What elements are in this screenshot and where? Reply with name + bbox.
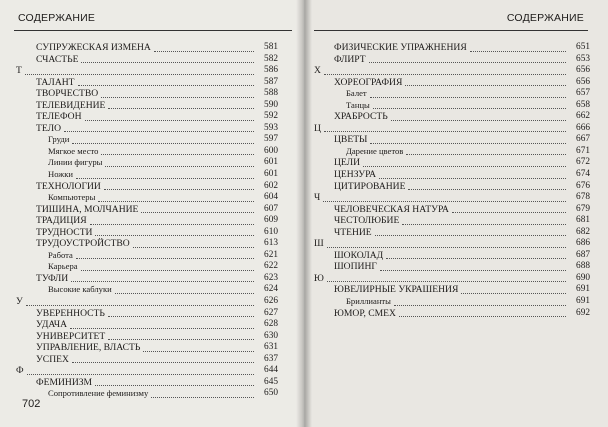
toc-entry-page: 590 xyxy=(264,99,278,110)
toc-entry-title: У xyxy=(16,296,23,308)
toc-entry-title: ЦВЕТЫ xyxy=(334,134,368,146)
toc-entry-page: 657 xyxy=(576,88,590,99)
toc-entry-page: 602 xyxy=(264,180,278,191)
toc-entry xyxy=(314,157,590,169)
toc-entry-title: Ц xyxy=(314,122,321,134)
dot-leader xyxy=(71,280,254,282)
toc-entry xyxy=(314,250,590,262)
toc-entry xyxy=(314,181,590,193)
toc-entry xyxy=(16,54,278,66)
toc-entry xyxy=(16,157,278,169)
dot-leader xyxy=(380,269,566,271)
dot-leader xyxy=(72,142,254,144)
toc-entry-page: 671 xyxy=(576,145,590,156)
toc-entry xyxy=(314,169,590,181)
dot-leader xyxy=(95,234,254,236)
dot-leader xyxy=(26,304,254,306)
toc-entry-title: ЦИТИРОВАНИЕ xyxy=(334,180,406,192)
dot-leader xyxy=(25,73,254,75)
toc-entry-title: Высокие каблуки xyxy=(48,284,112,295)
toc-entry-title: УПРАВЛЕНИЕ, ВЛАСТЬ xyxy=(36,342,141,354)
toc-entry-title: СУПРУЖЕСКАЯ ИЗМЕНА xyxy=(36,42,151,53)
toc-entry-title: Ю xyxy=(314,272,324,284)
toc-entry xyxy=(314,100,590,112)
toc-entry xyxy=(16,331,278,343)
toc-entry xyxy=(314,296,590,308)
toc-entry xyxy=(16,192,278,204)
dot-leader xyxy=(399,315,566,317)
book-gutter xyxy=(296,0,312,427)
dot-leader xyxy=(327,280,566,282)
toc-entry-page: 678 xyxy=(576,192,590,203)
toc-entry-page: 631 xyxy=(264,342,278,353)
toc-entry xyxy=(16,273,278,285)
toc-entry-title: ТРУДОУСТРОЙСТВО xyxy=(36,238,130,250)
toc-entry-page: 691 xyxy=(576,284,590,295)
left-page xyxy=(0,0,302,427)
running-header: СОДЕРЖАНИЕ xyxy=(506,12,584,24)
toc-entry-title: ЮМОР, СМЕХ xyxy=(334,307,396,319)
toc-entry xyxy=(314,227,590,239)
toc-entry xyxy=(16,354,278,366)
toc-entry xyxy=(16,319,278,331)
toc-entry-title: ЮВЕЛИРНЫЕ УКРАШЕНИЯ xyxy=(334,284,459,296)
toc-entry-page: 600 xyxy=(264,145,278,156)
toc-entry-page: 692 xyxy=(576,307,590,318)
toc-entry-page: 627 xyxy=(264,307,278,318)
dot-leader xyxy=(402,223,566,225)
toc-entry-title: ЦЕЛИ xyxy=(334,157,361,169)
right-page xyxy=(302,0,608,427)
toc-entry-page: 621 xyxy=(264,249,278,260)
toc-entry-page: 651 xyxy=(576,42,590,52)
toc-entry-title: ТИШИНА, МОЛЧАНИЕ xyxy=(36,203,139,215)
toc-entry-page: 593 xyxy=(264,122,278,133)
toc-entry-page: 690 xyxy=(576,272,590,283)
toc-entry-page: 666 xyxy=(576,122,590,133)
toc-entry xyxy=(16,215,278,227)
toc-entry-page: 691 xyxy=(576,296,590,307)
dot-leader xyxy=(324,130,566,132)
dot-leader xyxy=(101,96,254,98)
running-header: СОДЕРЖАНИЕ xyxy=(18,12,96,24)
toc-entry-page: 581 xyxy=(264,42,278,52)
toc-entry-page: 592 xyxy=(264,111,278,122)
toc-entry-title: Ф xyxy=(16,365,24,377)
toc-entry xyxy=(16,365,278,377)
toc-entry-page: 582 xyxy=(264,53,278,64)
toc-entry xyxy=(314,134,590,146)
toc-entry-page: 597 xyxy=(264,134,278,145)
toc-entry-page: 586 xyxy=(264,65,278,76)
toc-entry-title: ТЕХНОЛОГИИ xyxy=(36,180,101,192)
toc-entry-page: 601 xyxy=(264,169,278,180)
dot-leader xyxy=(70,327,254,329)
toc-entry-page: 624 xyxy=(264,284,278,295)
dot-leader xyxy=(151,396,254,398)
toc-entry xyxy=(16,123,278,135)
toc-entry xyxy=(16,65,278,77)
toc-entry-title: ТВОРЧЕСТВО xyxy=(36,88,99,100)
toc-entry xyxy=(16,238,278,250)
dot-leader xyxy=(78,84,254,86)
toc-entry-title: ТАЛАНТ xyxy=(36,76,75,88)
toc-entry-page: 609 xyxy=(264,215,278,226)
toc-entry xyxy=(314,65,590,77)
toc-entry-page: 650 xyxy=(264,388,278,399)
toc-entry xyxy=(16,261,278,273)
toc-entry-title: Линии фигуры xyxy=(48,157,103,168)
toc-entry-title: УНИВЕРСИТЕТ xyxy=(36,330,106,342)
dot-leader xyxy=(76,257,254,259)
toc-entry-page: 587 xyxy=(264,76,278,87)
toc-entry xyxy=(16,377,278,389)
toc-entry-title: Ножки xyxy=(48,169,74,180)
toc-entry-title: Дарение цветов xyxy=(346,145,404,156)
toc-entry xyxy=(16,388,278,400)
toc-entry xyxy=(16,181,278,193)
dot-leader xyxy=(154,50,254,52)
toc-entry xyxy=(16,146,278,158)
toc-entry-title: ЧЕСТОЛЮБИЕ xyxy=(334,215,400,227)
toc-entry-page: 626 xyxy=(264,296,278,307)
dot-leader xyxy=(72,361,254,363)
toc-entry xyxy=(16,134,278,146)
toc-entry-page: 645 xyxy=(264,376,278,387)
toc-entry xyxy=(16,42,278,54)
toc-entry-page: 644 xyxy=(264,365,278,376)
toc-entry xyxy=(16,204,278,216)
toc-entry-title: ТЕЛО xyxy=(36,122,62,134)
header-rule xyxy=(314,30,588,31)
toc-entry-title: Груди xyxy=(48,134,70,145)
toc-entry xyxy=(16,284,278,296)
toc-entry-title: СЧАСТЬЕ xyxy=(36,53,79,65)
toc-entry-title: Ч xyxy=(314,192,321,204)
toc-entry-page: 662 xyxy=(576,111,590,122)
dot-leader xyxy=(108,107,254,109)
dot-leader xyxy=(369,61,566,63)
toc-entry xyxy=(314,308,590,320)
dot-leader xyxy=(64,130,254,132)
toc-entry-title: ЧТЕНИЕ xyxy=(334,226,372,238)
header-rule xyxy=(14,30,292,31)
toc-entry-page: 622 xyxy=(264,261,278,272)
toc-entry-title: ФЛИРТ xyxy=(334,53,366,65)
toc-entry xyxy=(314,284,590,296)
dot-leader xyxy=(105,165,254,167)
dot-leader xyxy=(327,246,566,248)
dot-leader xyxy=(85,119,254,121)
dot-leader xyxy=(452,211,566,213)
toc-entry-page: 658 xyxy=(576,99,590,110)
dot-leader xyxy=(104,188,254,190)
toc-entry xyxy=(314,88,590,100)
toc-entry xyxy=(314,238,590,250)
toc-entry-page: 682 xyxy=(576,226,590,237)
dot-leader xyxy=(461,292,566,294)
toc-entry-title: ТЕЛЕФОН xyxy=(36,111,82,123)
toc-entry xyxy=(314,42,590,54)
dot-leader xyxy=(379,177,566,179)
toc-entry xyxy=(16,88,278,100)
dot-leader xyxy=(375,234,566,236)
toc-entry-title: ТЕЛЕВИДЕНИЕ xyxy=(36,99,106,111)
dot-leader xyxy=(373,107,566,109)
toc-entry xyxy=(16,111,278,123)
toc-entry-page: 610 xyxy=(264,226,278,237)
toc-entry-page: 688 xyxy=(576,261,590,272)
toc-entry xyxy=(314,77,590,89)
toc-entry-title: ЦЕНЗУРА xyxy=(334,169,377,181)
dot-leader xyxy=(101,153,254,155)
dot-leader xyxy=(141,211,254,213)
dot-leader xyxy=(115,292,254,294)
dot-leader xyxy=(76,177,254,179)
toc-entry-title: ТУФЛИ xyxy=(36,272,69,284)
toc-entry-title: Балет xyxy=(346,88,367,99)
toc-entry-title: УВЕРЕННОСТЬ xyxy=(36,307,105,319)
dot-leader xyxy=(143,350,254,352)
toc-entry-title: ФЕМИНИЗМ xyxy=(36,376,93,388)
toc-entry-title: Ш xyxy=(314,238,324,250)
toc-entry xyxy=(16,100,278,112)
toc-entry xyxy=(314,204,590,216)
toc-entry-page: 672 xyxy=(576,157,590,168)
toc-entry-page: 623 xyxy=(264,272,278,283)
toc-entry-title: ХРАБРОСТЬ xyxy=(334,111,388,123)
dot-leader xyxy=(133,246,254,248)
toc-entry-title: ХОРЕОГРАФИЯ xyxy=(334,76,403,88)
dot-leader xyxy=(95,384,254,386)
toc-list xyxy=(16,42,278,400)
toc-entry-page: 637 xyxy=(264,353,278,364)
toc-entry-page: 607 xyxy=(264,203,278,214)
toc-entry-title: Танцы xyxy=(346,99,370,110)
toc-entry-page: 681 xyxy=(576,215,590,226)
toc-entry xyxy=(16,342,278,354)
toc-entry xyxy=(314,146,590,158)
toc-entry xyxy=(314,261,590,273)
toc-entry-title: ФИЗИЧЕСКИЕ УПРАЖНЕНИЯ xyxy=(334,42,467,53)
toc-entry-page: 674 xyxy=(576,169,590,180)
toc-entry-title: Бриллианты xyxy=(346,296,391,307)
toc-entry-page: 686 xyxy=(576,238,590,249)
toc-entry-page: 628 xyxy=(264,319,278,330)
toc-entry xyxy=(314,192,590,204)
toc-entry-title: ТРУДНОСТИ xyxy=(36,226,93,238)
toc-entry xyxy=(314,123,590,135)
dot-leader xyxy=(324,73,566,75)
dot-leader xyxy=(81,61,254,63)
dot-leader xyxy=(408,188,566,190)
toc-entry-page: 656 xyxy=(576,65,590,76)
toc-entry-title: Х xyxy=(314,65,321,77)
toc-entry-title: ЧЕЛОВЕЧЕСКАЯ НАТУРА xyxy=(334,203,449,215)
toc-list xyxy=(314,42,590,319)
toc-entry-title: Мягкое место xyxy=(48,145,99,156)
dot-leader xyxy=(363,165,566,167)
toc-entry-title: Карьера xyxy=(48,261,78,272)
toc-entry-title: Работа xyxy=(48,249,73,260)
dot-leader xyxy=(386,257,566,259)
dot-leader xyxy=(470,50,566,52)
toc-entry xyxy=(314,215,590,227)
toc-entry-title: Т xyxy=(16,65,22,77)
toc-entry-title: УДАЧА xyxy=(36,319,68,331)
dot-leader xyxy=(323,200,566,202)
toc-entry-title: ШОПИНГ xyxy=(334,261,377,273)
dot-leader xyxy=(406,153,566,155)
dot-leader xyxy=(108,338,254,340)
toc-entry-page: 679 xyxy=(576,203,590,214)
toc-entry xyxy=(314,54,590,66)
toc-entry xyxy=(16,77,278,89)
dot-leader xyxy=(394,304,566,306)
toc-entry-page: 588 xyxy=(264,88,278,99)
dot-leader xyxy=(81,269,254,271)
page-number: 702 xyxy=(22,398,41,410)
dot-leader xyxy=(391,119,566,121)
toc-entry-title: ТРАДИЦИЯ xyxy=(36,215,87,227)
toc-entry-title: Сопротивление феминизму xyxy=(48,388,149,399)
dot-leader xyxy=(108,315,254,317)
toc-entry xyxy=(314,111,590,123)
toc-entry xyxy=(16,296,278,308)
toc-entry-title: Компьютеры xyxy=(48,192,96,203)
toc-entry-title: ШОКОЛАД xyxy=(334,249,384,261)
toc-entry xyxy=(314,273,590,285)
toc-entry-page: 687 xyxy=(576,249,590,260)
dot-leader xyxy=(370,142,566,144)
dot-leader xyxy=(90,223,254,225)
toc-entry-page: 604 xyxy=(264,192,278,203)
dot-leader xyxy=(405,84,566,86)
toc-entry xyxy=(16,250,278,262)
toc-entry-page: 667 xyxy=(576,134,590,145)
toc-entry-page: 613 xyxy=(264,238,278,249)
toc-entry-page: 676 xyxy=(576,180,590,191)
toc-entry-page: 601 xyxy=(264,157,278,168)
toc-entry-title: УСПЕХ xyxy=(36,353,69,365)
toc-entry-page: 630 xyxy=(264,330,278,341)
toc-entry xyxy=(16,169,278,181)
toc-entry-page: 653 xyxy=(576,53,590,64)
toc-entry xyxy=(16,227,278,239)
dot-leader xyxy=(98,200,254,202)
dot-leader xyxy=(27,373,254,375)
toc-entry xyxy=(16,308,278,320)
toc-entry-page: 656 xyxy=(576,76,590,87)
dot-leader xyxy=(370,96,566,98)
